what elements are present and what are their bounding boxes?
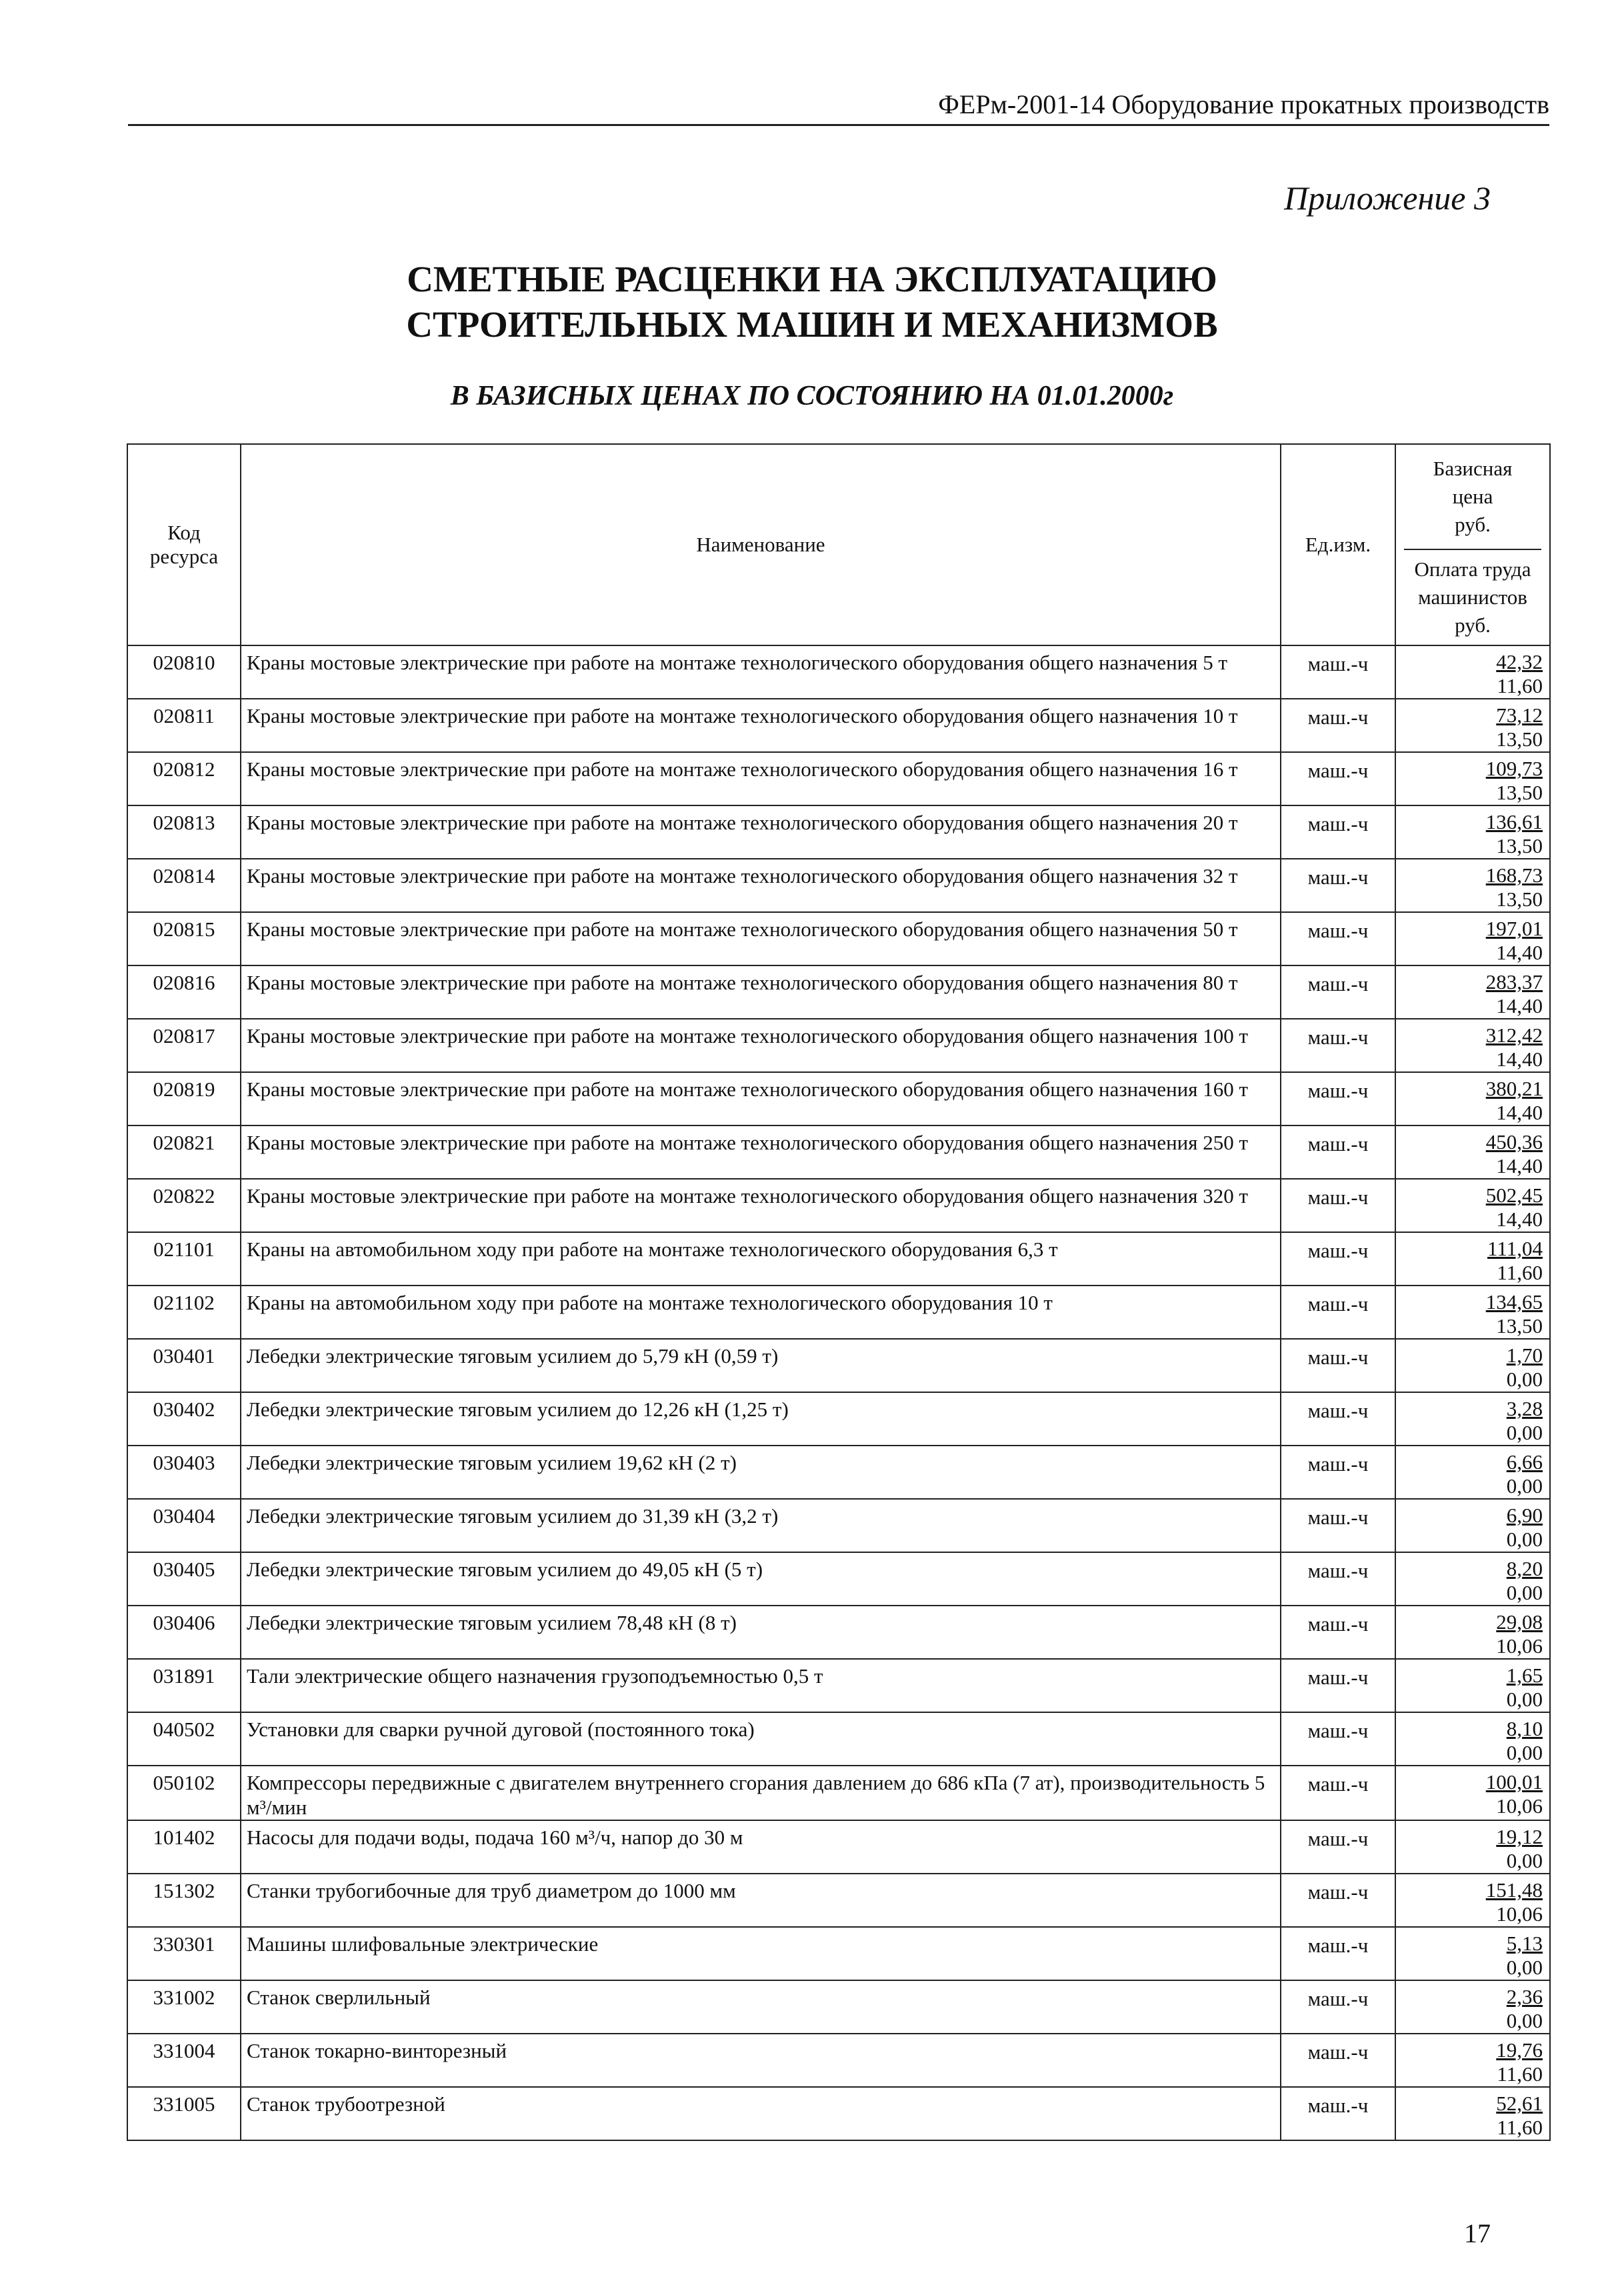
resource-name: Станок токарно-винторезный <box>241 2034 1281 2087</box>
table-row <box>127 699 1550 752</box>
price-cell <box>1395 1446 1550 1499</box>
unit-of-measure: маш.-ч <box>1281 1820 1395 1874</box>
unit-of-measure: маш.-ч <box>1281 2087 1395 2140</box>
base-price: 73,12 <box>1496 703 1543 727</box>
base-price: 1,65 <box>1506 1664 1543 1687</box>
unit-of-measure: маш.-ч <box>1281 1552 1395 1606</box>
operator-pay: 13,50 <box>1496 727 1543 751</box>
operator-pay: 14,40 <box>1496 1154 1543 1178</box>
price-cell <box>1395 1286 1550 1339</box>
unit-of-measure: маш.-ч <box>1281 645 1395 699</box>
base-price-wrap <box>1403 810 1543 834</box>
rates-table <box>127 443 1551 2141</box>
resource-code: 020814 <box>127 859 241 912</box>
price-cell <box>1395 912 1550 965</box>
operator-pay: 11,60 <box>1497 1261 1543 1284</box>
operator-pay: 14,40 <box>1496 994 1543 1017</box>
header-price <box>1395 444 1550 645</box>
base-price-wrap <box>1403 863 1543 887</box>
resource-name: Краны мостовые электрические при работе на монтаже технологического оборудования общего назначения 320 т <box>241 1179 1281 1232</box>
header-unit: Ед.изм. <box>1281 444 1395 645</box>
resource-name: Тали электрические общего назначения грузоподъемностью 0,5 т <box>241 1659 1281 1712</box>
resource-code: 031891 <box>127 1659 241 1712</box>
resource-name: Краны мостовые электрические при работе на монтаже технологического оборудования общего назначения 100 т <box>241 1019 1281 1072</box>
operator-pay: 10,06 <box>1496 1794 1543 1818</box>
base-price-wrap <box>1403 1184 1543 1208</box>
unit-of-measure: маш.-ч <box>1281 1286 1395 1339</box>
unit-of-measure: маш.-ч <box>1281 1980 1395 2034</box>
operator-pay: 10,06 <box>1496 1902 1543 1926</box>
price-cell <box>1395 1659 1550 1712</box>
base-price: 134,65 <box>1485 1290 1543 1314</box>
unit-of-measure: маш.-ч <box>1281 1874 1395 1927</box>
table-row <box>127 1606 1550 1659</box>
base-price-wrap <box>1403 1450 1543 1474</box>
header-code-line1: Код <box>167 521 201 544</box>
header-price-line1: Базисная <box>1433 457 1513 480</box>
base-price-wrap <box>1403 1237 1543 1261</box>
base-price-wrap <box>1403 1610 1543 1634</box>
header-labor-line2: машинистов <box>1418 585 1527 609</box>
resource-name: Станок трубоотрезной <box>241 2087 1281 2140</box>
base-price-wrap <box>1403 1557 1543 1581</box>
base-price: 29,08 <box>1496 1610 1543 1634</box>
price-cell <box>1395 645 1550 699</box>
resource-name: Краны мостовые электрические при работе на монтаже технологического оборудования общего назначения 16 т <box>241 752 1281 805</box>
resource-code: 030405 <box>127 1552 241 1606</box>
resource-code: 030404 <box>127 1499 241 1552</box>
price-cell <box>1395 1392 1550 1446</box>
resource-name: Лебедки электрические тяговым усилием до 31,39 кН (3,2 т) <box>241 1499 1281 1552</box>
operator-pay: 14,40 <box>1496 1208 1543 1231</box>
operator-pay: 0,00 <box>1506 1528 1543 1551</box>
unit-of-measure: маш.-ч <box>1281 1927 1395 1980</box>
operator-pay: 0,00 <box>1506 1368 1543 1391</box>
table-row <box>127 1019 1550 1072</box>
document-title <box>0 257 1624 347</box>
base-price-wrap <box>1403 650 1543 674</box>
base-price-wrap <box>1403 1825 1543 1849</box>
base-price: 19,76 <box>1496 2038 1543 2062</box>
base-price-wrap <box>1403 1344 1543 1368</box>
table-row <box>127 1125 1550 1179</box>
table-row <box>127 1339 1550 1392</box>
base-price: 2,36 <box>1506 1985 1543 2008</box>
resource-code: 020816 <box>127 965 241 1019</box>
resource-code: 331004 <box>127 2034 241 2087</box>
base-price-wrap <box>1403 703 1543 727</box>
table-row <box>127 1499 1550 1552</box>
price-cell <box>1395 2034 1550 2087</box>
resource-name: Лебедки электрические тяговым усилием 78,48 кН (8 т) <box>241 1606 1281 1659</box>
resource-code: 151302 <box>127 1874 241 1927</box>
header-name: Наименование <box>241 444 1281 645</box>
unit-of-measure: маш.-ч <box>1281 752 1395 805</box>
unit-of-measure: маш.-ч <box>1281 1712 1395 1766</box>
base-price-wrap <box>1403 1985 1543 2009</box>
price-cell <box>1395 859 1550 912</box>
table-row <box>127 1874 1550 1927</box>
base-price: 380,21 <box>1485 1077 1543 1100</box>
table-row <box>127 645 1550 699</box>
table-header <box>127 444 1550 645</box>
base-price: 502,45 <box>1485 1184 1543 1207</box>
header-price-line3: руб. <box>1455 513 1491 536</box>
base-price-wrap <box>1403 1397 1543 1421</box>
table-row <box>127 2034 1550 2087</box>
base-price-wrap <box>1403 1130 1543 1154</box>
unit-of-measure: маш.-ч <box>1281 1606 1395 1659</box>
unit-of-measure: маш.-ч <box>1281 1499 1395 1552</box>
price-cell <box>1395 1874 1550 1927</box>
price-cell <box>1395 1125 1550 1179</box>
price-cell <box>1395 1339 1550 1392</box>
resource-name: Машины шлифовальные электрические <box>241 1927 1281 1980</box>
price-cell <box>1395 752 1550 805</box>
resource-name: Краны мостовые электрические при работе на монтаже технологического оборудования общего назначения 250 т <box>241 1125 1281 1179</box>
base-price-wrap <box>1403 1878 1543 1902</box>
resource-code: 030401 <box>127 1339 241 1392</box>
price-cell <box>1395 1019 1550 1072</box>
base-price: 5,13 <box>1506 1932 1543 1955</box>
operator-pay: 13,50 <box>1496 1314 1543 1338</box>
base-price: 42,32 <box>1496 650 1543 673</box>
unit-of-measure: маш.-ч <box>1281 699 1395 752</box>
table-row <box>127 1927 1550 1980</box>
header-code <box>127 444 241 645</box>
base-price: 8,20 <box>1506 1557 1543 1580</box>
resource-code: 020817 <box>127 1019 241 1072</box>
resource-code: 021101 <box>127 1232 241 1286</box>
resource-code: 020822 <box>127 1179 241 1232</box>
table-row <box>127 1232 1550 1286</box>
resource-name: Краны на автомобильном ходу при работе на монтаже технологического оборудования 10 т <box>241 1286 1281 1339</box>
resource-name: Краны мостовые электрические при работе на монтаже технологического оборудования общего назначения 5 т <box>241 645 1281 699</box>
table-row <box>127 912 1550 965</box>
base-price: 136,61 <box>1485 810 1543 833</box>
operator-pay: 13,50 <box>1496 887 1543 911</box>
operator-pay: 14,40 <box>1496 941 1543 964</box>
base-price-wrap <box>1403 2092 1543 2116</box>
price-cell <box>1395 1820 1550 1874</box>
unit-of-measure: маш.-ч <box>1281 1339 1395 1392</box>
base-price-wrap <box>1403 757 1543 781</box>
unit-of-measure: маш.-ч <box>1281 1125 1395 1179</box>
table-row <box>127 1980 1550 2034</box>
table-row <box>127 1179 1550 1232</box>
table-row <box>127 752 1550 805</box>
base-price: 6,90 <box>1506 1504 1543 1527</box>
price-cell <box>1395 1499 1550 1552</box>
resource-code: 030402 <box>127 1392 241 1446</box>
base-price-wrap <box>1403 1077 1543 1101</box>
resource-name: Краны мостовые электрические при работе на монтаже технологического оборудования общего назначения 32 т <box>241 859 1281 912</box>
resource-code: 020815 <box>127 912 241 965</box>
resource-code: 020813 <box>127 805 241 859</box>
resource-code: 020810 <box>127 645 241 699</box>
base-price: 283,37 <box>1485 970 1543 993</box>
price-cell <box>1395 1606 1550 1659</box>
price-cell <box>1395 1927 1550 1980</box>
header-labor-line1: Оплата труда <box>1414 557 1531 581</box>
base-price: 3,28 <box>1506 1397 1543 1420</box>
unit-of-measure: маш.-ч <box>1281 859 1395 912</box>
resource-code: 330301 <box>127 1927 241 1980</box>
unit-of-measure: маш.-ч <box>1281 1659 1395 1712</box>
base-price-wrap <box>1403 1717 1543 1741</box>
table-body <box>127 645 1550 2140</box>
resource-code: 030403 <box>127 1446 241 1499</box>
resource-name: Краны мостовые электрические при работе на монтаже технологического оборудования общего назначения 20 т <box>241 805 1281 859</box>
resource-name: Краны мостовые электрические при работе на монтаже технологического оборудования общего назначения 50 т <box>241 912 1281 965</box>
price-cell <box>1395 699 1550 752</box>
base-price: 312,42 <box>1485 1023 1543 1047</box>
price-cell <box>1395 1980 1550 2034</box>
base-price-wrap <box>1403 917 1543 941</box>
price-cell <box>1395 1712 1550 1766</box>
table-row <box>127 965 1550 1019</box>
unit-of-measure: маш.-ч <box>1281 1232 1395 1286</box>
resource-name: Компрессоры передвижные с двигателем внутреннего сгорания давлением до 686 кПа (7 ат), производительность 5 м³/мин <box>241 1766 1281 1820</box>
unit-of-measure: маш.-ч <box>1281 1179 1395 1232</box>
base-price: 19,12 <box>1496 1825 1543 1848</box>
table-row <box>127 1392 1550 1446</box>
base-price: 100,01 <box>1485 1770 1543 1794</box>
price-cell <box>1395 1552 1550 1606</box>
price-cell <box>1395 965 1550 1019</box>
table-row <box>127 1552 1550 1606</box>
title-line-2: СТРОИТЕЛЬНЫХ МАШИН И МЕХАНИЗМОВ <box>406 304 1218 345</box>
operator-pay: 0,00 <box>1506 2009 1543 2032</box>
table-row <box>127 1659 1550 1712</box>
operator-pay: 0,00 <box>1506 1849 1543 1872</box>
table-row <box>127 1286 1550 1339</box>
resource-name: Станок сверлильный <box>241 1980 1281 2034</box>
resource-code: 050102 <box>127 1766 241 1820</box>
operator-pay: 11,60 <box>1497 2062 1543 2086</box>
unit-of-measure: маш.-ч <box>1281 912 1395 965</box>
operator-pay: 0,00 <box>1506 1474 1543 1498</box>
base-price-wrap <box>1403 1290 1543 1314</box>
unit-of-measure: маш.-ч <box>1281 1766 1395 1820</box>
base-price-wrap <box>1403 970 1543 994</box>
operator-pay: 13,50 <box>1496 834 1543 857</box>
base-price-wrap <box>1403 1664 1543 1688</box>
base-price-wrap <box>1403 1504 1543 1528</box>
operator-pay: 0,00 <box>1506 1581 1543 1604</box>
operator-pay: 10,06 <box>1496 1634 1543 1658</box>
unit-of-measure: маш.-ч <box>1281 1072 1395 1125</box>
document-subtitle: В БАЗИСНЫХ ЦЕНАХ ПО СОСТОЯНИЮ НА 01.01.2000г <box>450 381 1174 411</box>
resource-name: Лебедки электрические тяговым усилием 19,62 кН (2 т) <box>241 1446 1281 1499</box>
resource-name: Краны мостовые электрические при работе на монтаже технологического оборудования общего назначения 160 т <box>241 1072 1281 1125</box>
resource-name: Краны на автомобильном ходу при работе на монтаже технологического оборудования 6,3 т <box>241 1232 1281 1286</box>
base-price: 8,10 <box>1506 1717 1543 1740</box>
table-row <box>127 1766 1550 1820</box>
table-row <box>127 1446 1550 1499</box>
resource-code: 101402 <box>127 1820 241 1874</box>
header-code-line2: ресурса <box>149 545 219 568</box>
title-line-1: СМЕТНЫЕ РАСЦЕНКИ НА ЭКСПЛУАТАЦИЮ <box>407 259 1217 299</box>
base-price: 450,36 <box>1485 1130 1543 1154</box>
operator-pay: 14,40 <box>1496 1047 1543 1071</box>
base-price: 52,61 <box>1496 2092 1543 2115</box>
resource-code: 020812 <box>127 752 241 805</box>
operator-pay: 0,00 <box>1506 1741 1543 1764</box>
unit-of-measure: маш.-ч <box>1281 965 1395 1019</box>
base-price-wrap <box>1403 1932 1543 1956</box>
running-header: ФЕРм-2001-14 Оборудование прокатных производств <box>128 85 1549 126</box>
base-price: 197,01 <box>1485 917 1543 940</box>
resource-code: 331002 <box>127 1980 241 2034</box>
base-price: 1,70 <box>1506 1344 1543 1367</box>
operator-pay: 11,60 <box>1497 2116 1543 2139</box>
base-price: 168,73 <box>1485 863 1543 887</box>
resource-name: Лебедки электрические тяговым усилием до 5,79 кН (0,59 т) <box>241 1339 1281 1392</box>
table-row <box>127 2087 1550 2140</box>
table-row <box>127 1072 1550 1125</box>
price-cell <box>1395 1179 1550 1232</box>
unit-of-measure: маш.-ч <box>1281 1446 1395 1499</box>
price-cell <box>1395 1072 1550 1125</box>
price-cell <box>1395 1232 1550 1286</box>
operator-pay: 11,60 <box>1497 674 1543 697</box>
resource-name: Краны мостовые электрические при работе на монтаже технологического оборудования общего назначения 10 т <box>241 699 1281 752</box>
resource-code: 030406 <box>127 1606 241 1659</box>
resource-name: Лебедки электрические тяговым усилием до 49,05 кН (5 т) <box>241 1552 1281 1606</box>
operator-pay: 0,00 <box>1506 1956 1543 1979</box>
resource-name: Краны мостовые электрические при работе на монтаже технологического оборудования общего назначения 80 т <box>241 965 1281 1019</box>
page-number: 17 <box>1464 2218 1491 2248</box>
resource-code: 021102 <box>127 1286 241 1339</box>
operator-pay: 13,50 <box>1496 781 1543 804</box>
base-price: 111,04 <box>1487 1237 1543 1260</box>
operator-pay: 0,00 <box>1506 1688 1543 1711</box>
resource-name: Станки трубогибочные для труб диаметром до 1000 мм <box>241 1874 1281 1927</box>
resource-name: Установки для сварки ручной дуговой (постоянного тока) <box>241 1712 1281 1766</box>
base-price: 151,48 <box>1485 1878 1543 1902</box>
price-cell <box>1395 805 1550 859</box>
header-price-line2: цена <box>1452 485 1493 508</box>
price-cell <box>1395 1766 1550 1820</box>
operator-pay: 0,00 <box>1506 1421 1543 1444</box>
base-price-wrap <box>1403 1023 1543 1047</box>
resource-code: 020811 <box>127 699 241 752</box>
unit-of-measure: маш.-ч <box>1281 1019 1395 1072</box>
header-labor-line3: руб. <box>1455 613 1491 637</box>
appendix-label: Приложение 3 <box>1284 179 1491 217</box>
price-cell <box>1395 2087 1550 2140</box>
table-row <box>127 859 1550 912</box>
resource-code: 331005 <box>127 2087 241 2140</box>
unit-of-measure: маш.-ч <box>1281 805 1395 859</box>
base-price: 109,73 <box>1485 757 1543 780</box>
table-row <box>127 1712 1550 1766</box>
resource-code: 020821 <box>127 1125 241 1179</box>
resource-code: 020819 <box>127 1072 241 1125</box>
unit-of-measure: маш.-ч <box>1281 1392 1395 1446</box>
base-price-wrap <box>1403 2038 1543 2062</box>
resource-name: Лебедки электрические тяговым усилием до 12,26 кН (1,25 т) <box>241 1392 1281 1446</box>
resource-code: 040502 <box>127 1712 241 1766</box>
resource-name: Насосы для подачи воды, подача 160 м³/ч, напор до 30 м <box>241 1820 1281 1874</box>
unit-of-measure: маш.-ч <box>1281 2034 1395 2087</box>
base-price: 6,66 <box>1506 1450 1543 1474</box>
base-price-wrap <box>1403 1770 1543 1794</box>
table-row <box>127 1820 1550 1874</box>
operator-pay: 14,40 <box>1496 1101 1543 1124</box>
table-row <box>127 805 1550 859</box>
